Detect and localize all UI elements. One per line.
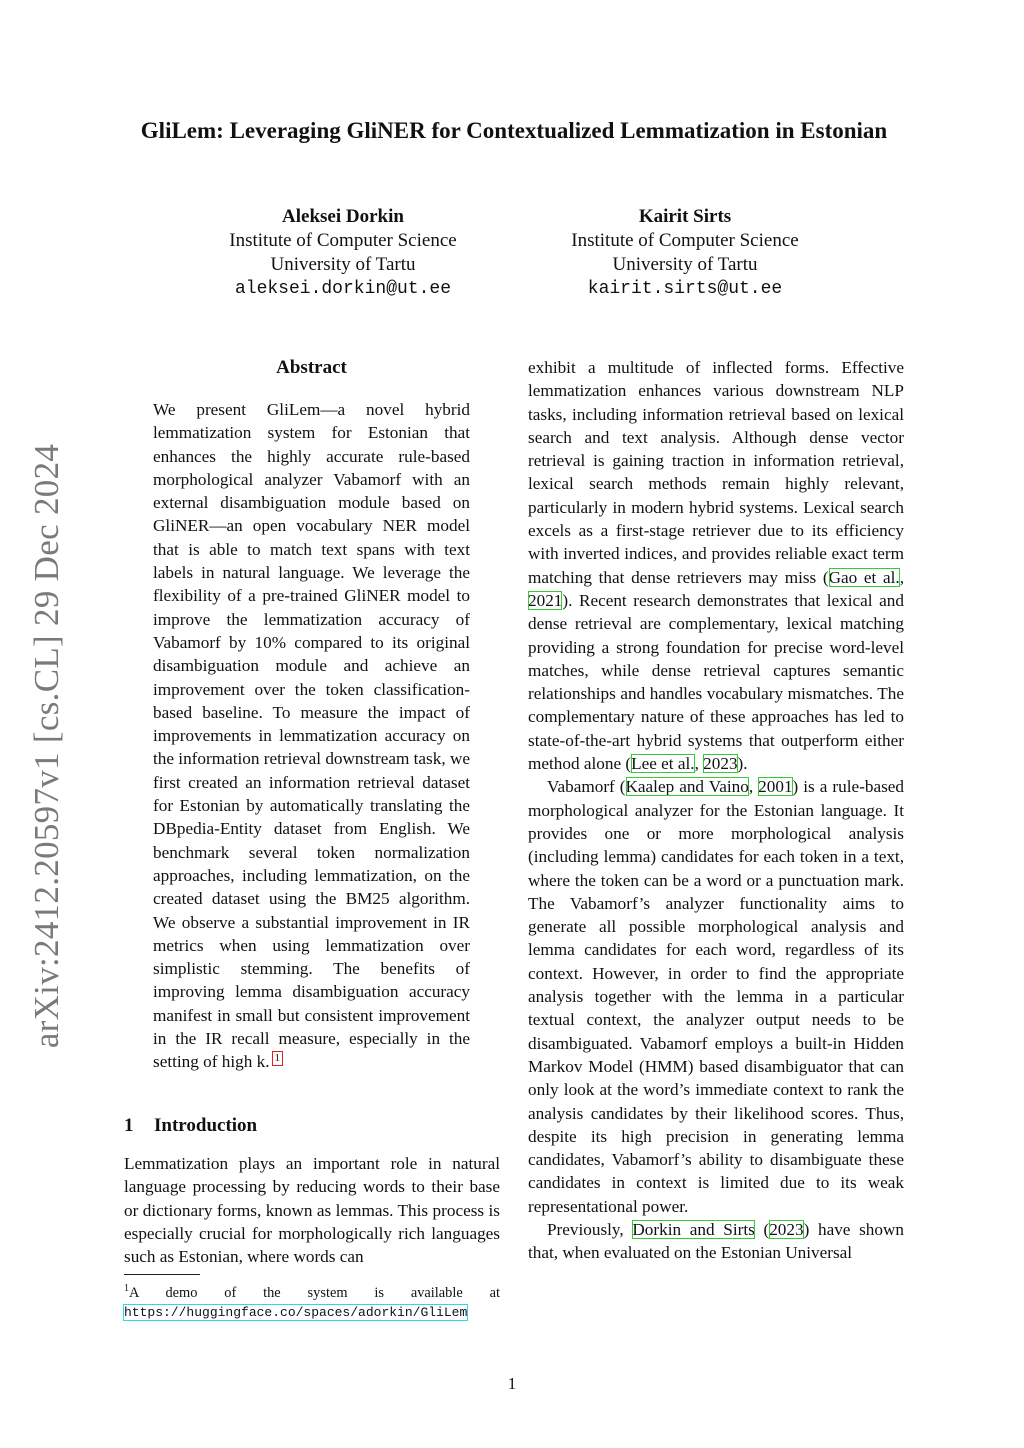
citation-lee-link[interactable]: Lee et al. <box>631 754 695 774</box>
demo-url-link[interactable]: https://huggingface.co/spaces/adorkin/GliLem <box>124 1305 468 1321</box>
section-heading-introduction <box>124 1114 500 1138</box>
author-university: University of Tartu <box>270 254 416 275</box>
introduction-text: Lemmatization plays an important role in natural language processing by reducing words to their base or dictionary forms, known as lemmas. This process is especially crucial for morphologically rich languages such as Estonian, where words can <box>124 1154 500 1267</box>
author-email: aleksei.dorkin@ut.ee <box>234 279 452 299</box>
right-column <box>528 356 904 1265</box>
author-institute: Institute of Computer Science <box>229 230 457 251</box>
section-number: 1 <box>124 1115 134 1136</box>
footnote <box>124 1279 500 1323</box>
section-title: Introduction <box>154 1115 258 1136</box>
paragraph-text: ) is a rule-based morphological analyzer for the Estonian language. It provides one or more morphological analysis (including lemma) candidates for each token in a text, where the token can be a word or a punctuation mark. The Vabamorf’s analyzer functionality aims to generate all possible morphological analysis and lemma candidates for each word, regardless of its context. However, in order to find the appropriate analysis together with the lemma in a particular textual context, the analyzer output needs to be disambiguated. Vabamorf employs a built-in Hidden Markov Model (HMM) based disambiguator that can only look at the word’s immediate context to rank the analysis candidates by their likelihood scores. Thus, despite its high precision in generating lemma candidates, Vabamorf’s ability to disambiguate these candidates in context is limited due to its weak representational power. <box>528 777 904 1216</box>
citation-dorkin-year-link[interactable]: 2023 <box>769 1219 804 1239</box>
paragraph-lexical-search: exhibit a multitude of inflected forms. Effective lemmatization enhances various downstream NLP tasks, including information retrieval based on lexical search and text analysis. Although dense vector retrieval is gaining traction in information retrieval, lexical search methods remain highly relevant, particularly in modern hybrid systems. Lexical search excels as a first-stage retriever due to its efficiency with inverted indices, and provides reliable exact term matching that dense retrievers may miss (Gao et al., 2021). Recent research demonstrates that lexical and dense retrieval are complementary, lexical matching providing a strong foundation for precise word-level matches, while dense retrieval captures semantic relationships and handles vocabulary mismatches. The complementary nature of these approaches has led to state-of-the-art hybrid systems that outperform either method alone (Lee et al., 2023). <box>528 358 905 774</box>
page-number: 1 <box>507 1374 517 1393</box>
paragraph-text: ). <box>737 754 748 774</box>
paragraph-text: Previously, <box>547 1219 633 1239</box>
footnote-divider <box>124 1274 200 1275</box>
paragraph-text: exhibit a multitude of inflected forms. Effective lemmatization enhances various downstream NLP tasks, including information retrieval based on lexical search and text analysis. Although dense vector retrieval is gaining traction in information retrieval, lexical search methods remain highly relevant, particularly in modern hybrid systems. Lexical search excels as a first-stage retriever due to its efficiency with inverted indices, and provides reliable exact term matching that dense retrievers may miss ( <box>528 358 904 587</box>
author-name: Kairit Sirts <box>638 206 732 227</box>
citation-gao-link[interactable]: Gao et al. <box>828 567 900 587</box>
arxiv-identifier: arXiv:2412.20597v1 [cs.CL] 29 Dec 2024 <box>27 443 66 1049</box>
abstract-body: We present GliLem—a novel hybrid lemmatization system for Estonian that enhances the highly accurate rule-based morphological analyzer Vabamorf with an external disambiguation module based on GliNER—an open vocabulary NER model that is able to match text spans with text labels in natural language. We leverage the flexibility of a pre-trained GliNER model to improve the lemmatization accuracy of Vabamorf by 10% compared to its original disambiguation module and achieve an improvement over the token classification-based baseline. To measure the impact of improvements in lemmatization accuracy on the information retrieval downstream task, we first created an information retrieval dataset for Estonian by automatically translating the DBpedia-Entity dataset from English. We benchmark several token normalization approaches, including lemmatization, on the created dataset using the BM25 algorithm. We observe a substantial improvement in IR metrics when using lemmatization over simplistic stemming. The benefits of improving lemma disambiguation accuracy manifest in small but consistent improvement in the IR recall measure, especially in the setting of high k. <box>153 400 470 1072</box>
paper-title: GliLem: Leveraging GliNER for Contextualized Lemmatization in Estonian <box>140 118 888 143</box>
paragraph-text: Vabamorf ( <box>547 777 626 797</box>
citation-kaalep-link[interactable]: Kaalep and Vaino <box>625 777 749 797</box>
footnote-text: A demo of the system is available at <box>129 1284 500 1301</box>
paragraph-text: ). Recent research demonstrates that lexical and dense retrieval are complementary, lexical matching providing a strong foundation for precise word-level matches, while dense retrieval captures semantic relationships and handles vocabulary mismatches. The complementary nature of these approaches has led to state-of-the-art hybrid systems that outperform either method alone ( <box>528 590 904 774</box>
abstract-text <box>153 398 470 1074</box>
paragraph-text: have shown that, when evaluated on the Estonian Universal <box>528 1219 904 1263</box>
author-institute: Institute of Computer Science <box>571 230 799 251</box>
author-block-2 <box>535 205 835 301</box>
footnote-marker: 1 <box>124 1283 129 1294</box>
footnote-link[interactable]: 1 <box>272 1051 284 1066</box>
arxiv-stamp <box>18 432 76 1060</box>
author-name: Aleksei Dorkin <box>282 206 404 227</box>
citation-kaalep-year-link[interactable]: 2001 <box>758 777 793 797</box>
citation-dorkin-link[interactable]: Dorkin and Sirts <box>632 1219 755 1239</box>
author-university: University of Tartu <box>612 254 758 275</box>
author-block-1 <box>193 205 493 301</box>
abstract-heading: Abstract <box>276 357 347 378</box>
citation-gao-year-link[interactable]: 2021 <box>528 590 563 610</box>
paragraph-previously: Previously, Dorkin and Sirts (2023) have shown that, when evaluated on the Estonian Universal <box>528 1219 904 1263</box>
author-email: kairit.sirts@ut.ee <box>587 279 783 299</box>
citation-lee-year-link[interactable]: 2023 <box>703 754 738 774</box>
paragraph-vabamorf: Vabamorf (Kaalep and Vaino, 2001) is a rule-based morphological analyzer for the Estonian language. It provides one or more morphological analysis (including lemma) candidates for each token in a text, where the token can be a word or a punctuation mark. The Vabamorf’s analyzer functionality aims to generate all possible morphological analysis and lemma candidates for each word, regardless of its context. However, in order to find the appropriate analysis together with the lemma in a particular textual context, the analyzer output needs to be disambiguated. Vabamorf employs a built-in Hidden Markov Model (HMM) based disambiguator that can only look at the word’s immediate context to rank the analysis candidates by their likelihood scores. Thus, despite its high precision in generating lemma candidates, Vabamorf’s ability to disambiguate these candidates in context is limited due to its weak representational power. <box>528 777 904 1216</box>
